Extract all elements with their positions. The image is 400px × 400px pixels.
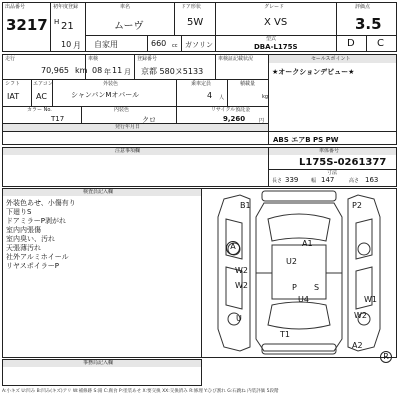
ac-label: エアコン (33, 81, 53, 87)
mileage-unit: km (75, 66, 88, 75)
grade-b-cell (366, 35, 397, 52)
mark-a-circle (226, 241, 240, 255)
mark-s: S (314, 283, 320, 292)
grade-a-cell (336, 35, 367, 52)
height-label: 高さ (349, 178, 360, 184)
recycle-unit: 円 (259, 118, 265, 124)
plate-label: 登録番号 (137, 56, 158, 62)
displacement: 660 (151, 39, 167, 48)
mark-p2: P2 (352, 201, 362, 210)
year: 21 (61, 21, 74, 32)
inspection-label: 車検 (88, 56, 99, 62)
auction-sheet (2, 2, 397, 397)
selling-points-box (268, 54, 397, 132)
inspection-cell (85, 54, 135, 80)
grade: X VS (264, 17, 288, 28)
capacity-cell (176, 79, 228, 107)
colorcode-label: カラー No. (27, 107, 52, 113)
recycle-cell (176, 106, 269, 124)
mark-a1: A1 (302, 239, 313, 248)
capacity-label: 乗車定員 (191, 81, 212, 87)
status-cell (215, 54, 269, 80)
era: H (54, 18, 60, 26)
mileage-cell (2, 54, 86, 80)
grade-cell (215, 2, 337, 36)
mark-a: A (230, 242, 236, 251)
width-label: 幅 (311, 178, 317, 184)
inspection-box (2, 188, 202, 358)
lot-label: 出品番号 (5, 4, 26, 10)
color-cell (52, 79, 177, 107)
mark-w2-left-b: W2 (235, 281, 248, 290)
doors-label: ドア形状 (181, 4, 201, 10)
load-unit: kg (262, 94, 269, 100)
score-label: 評価点 (355, 4, 371, 10)
mark-p: P (292, 283, 297, 292)
interior-color-cell (81, 106, 177, 124)
issue-value-cell (2, 131, 269, 145)
inspection-month: 11 (112, 66, 123, 75)
usage-cell (85, 35, 148, 52)
load-cell (227, 79, 269, 107)
equip-cell (268, 131, 397, 145)
notes-label: 注意事項欄 (115, 148, 141, 154)
doors-cell (174, 2, 216, 36)
lot-number: 3217 (6, 16, 48, 34)
selling-text: ★オークションデビュー★ (272, 68, 355, 76)
inspection-line: ドアミラーP剥がれ (6, 217, 67, 225)
inspection-line: 室内内張傷 (6, 226, 41, 234)
mark-t1: T1 (280, 330, 290, 339)
mark-w2-right: W2 (354, 311, 367, 320)
mark-u: U (236, 314, 242, 323)
inspection-year: 08 (92, 66, 103, 75)
issue-label: 発行年月日 (115, 124, 141, 130)
selling-label: セールスポイント (311, 56, 351, 62)
year-cell (50, 2, 86, 52)
inspection-sep: 年 (104, 68, 111, 76)
interior-grade-b: C (377, 38, 384, 49)
chassis-label: 車体番号 (319, 148, 340, 154)
color: シャンパンMオパール (71, 91, 140, 99)
grade-label: グレード (264, 4, 285, 10)
model-code: DBA-L175S (254, 43, 298, 51)
year-label: 初年度登録 (53, 4, 79, 10)
capacity-unit: 人 (219, 95, 225, 101)
mark-u4: U4 (298, 295, 309, 304)
model-code-label: 型式 (266, 36, 277, 42)
model: ムーヴ (114, 21, 144, 32)
length-label: 長さ (272, 178, 283, 184)
shift-label: シフト (5, 81, 21, 87)
inspection-line: 外装色あせ、小傷有り (6, 199, 76, 207)
inspection-month-unit: 月 (124, 68, 131, 76)
inspection-line: リヤスポイラーP (6, 262, 59, 270)
mark-r-circle (380, 351, 392, 363)
inspection-line: 下廻りS (6, 208, 32, 216)
usage: 自家用 (94, 40, 118, 49)
office-label: 事務局記入欄 (83, 360, 114, 366)
recycle-label: リサイクル預託金 (211, 107, 251, 113)
model-cell (85, 2, 175, 36)
recycle: 9,260 (223, 115, 246, 123)
width: 147 (321, 176, 335, 184)
legend-text: A:小キズ U:凹み B:凹み(キズ)アリ W:補修跡 S:錆 C:腐食 P:塗装あせ X:要交換 XX:交換済み R:修理 Y:ひび割れ G:石跳ね 内装評価 5段階 (2, 389, 279, 394)
model-code-cell (215, 35, 337, 52)
mark-w1: W1 (364, 295, 377, 304)
colorcode: T17 (51, 115, 65, 123)
mark-b1: B1 (240, 201, 251, 210)
month-unit: 月 (73, 41, 81, 50)
plate-cell (134, 54, 216, 80)
color-label: 外装色 (103, 81, 119, 87)
chassis-box (268, 147, 397, 187)
inspection-notes (6, 199, 76, 271)
fuel: ガソリン (185, 41, 213, 49)
score: 3.5 (355, 15, 382, 33)
doors: 5W (187, 17, 204, 28)
inspection-line: 室内臭い、汚れ (6, 235, 55, 243)
mark-r: R (383, 352, 389, 361)
car-outline-svg (202, 189, 396, 357)
mark-u2: U2 (286, 257, 297, 266)
mark-w2-left-a: W2 (235, 266, 248, 275)
height: 163 (365, 176, 379, 184)
ac: AC (36, 92, 47, 101)
displacement-unit: cc (172, 43, 178, 49)
status-label: 車検証記載状況 (218, 56, 254, 62)
ac-cell (31, 79, 53, 107)
interior-label: 内装色 (114, 107, 130, 113)
office-box (2, 359, 202, 386)
inspection-line: 社外アルミホイール (6, 253, 69, 261)
displacement-cell (147, 35, 182, 52)
notes-box (2, 147, 269, 187)
colorcode-cell (2, 106, 82, 124)
shift: IAT (7, 92, 20, 101)
legend-footer (2, 388, 397, 397)
load-label: 積載量 (240, 81, 256, 87)
interior-grade-a: D (347, 38, 355, 49)
inspection-title: 検査員記入欄 (83, 189, 114, 195)
score-cell (336, 2, 397, 36)
capacity: 4 (207, 91, 213, 100)
month: 10 (61, 40, 72, 49)
lot-cell (2, 2, 51, 52)
model-label: 車名 (120, 4, 131, 10)
chassis: L175S-0261377 (299, 157, 387, 168)
mileage-label: 走行 (5, 56, 16, 62)
length: 339 (285, 176, 299, 184)
mark-a2: A2 (352, 341, 363, 350)
size-label: 寸法 (327, 170, 338, 176)
inspection-line: 天張薄汚れ (6, 244, 41, 252)
plate: 京都 580ヌ5133 (141, 67, 204, 76)
mileage: 70,965 (41, 66, 69, 75)
fuel-cell (181, 35, 216, 52)
shift-cell (2, 79, 32, 107)
damage-diagram (201, 188, 397, 361)
interior: クロ (142, 116, 156, 124)
equip: ABS エアB PS PW (273, 136, 339, 144)
